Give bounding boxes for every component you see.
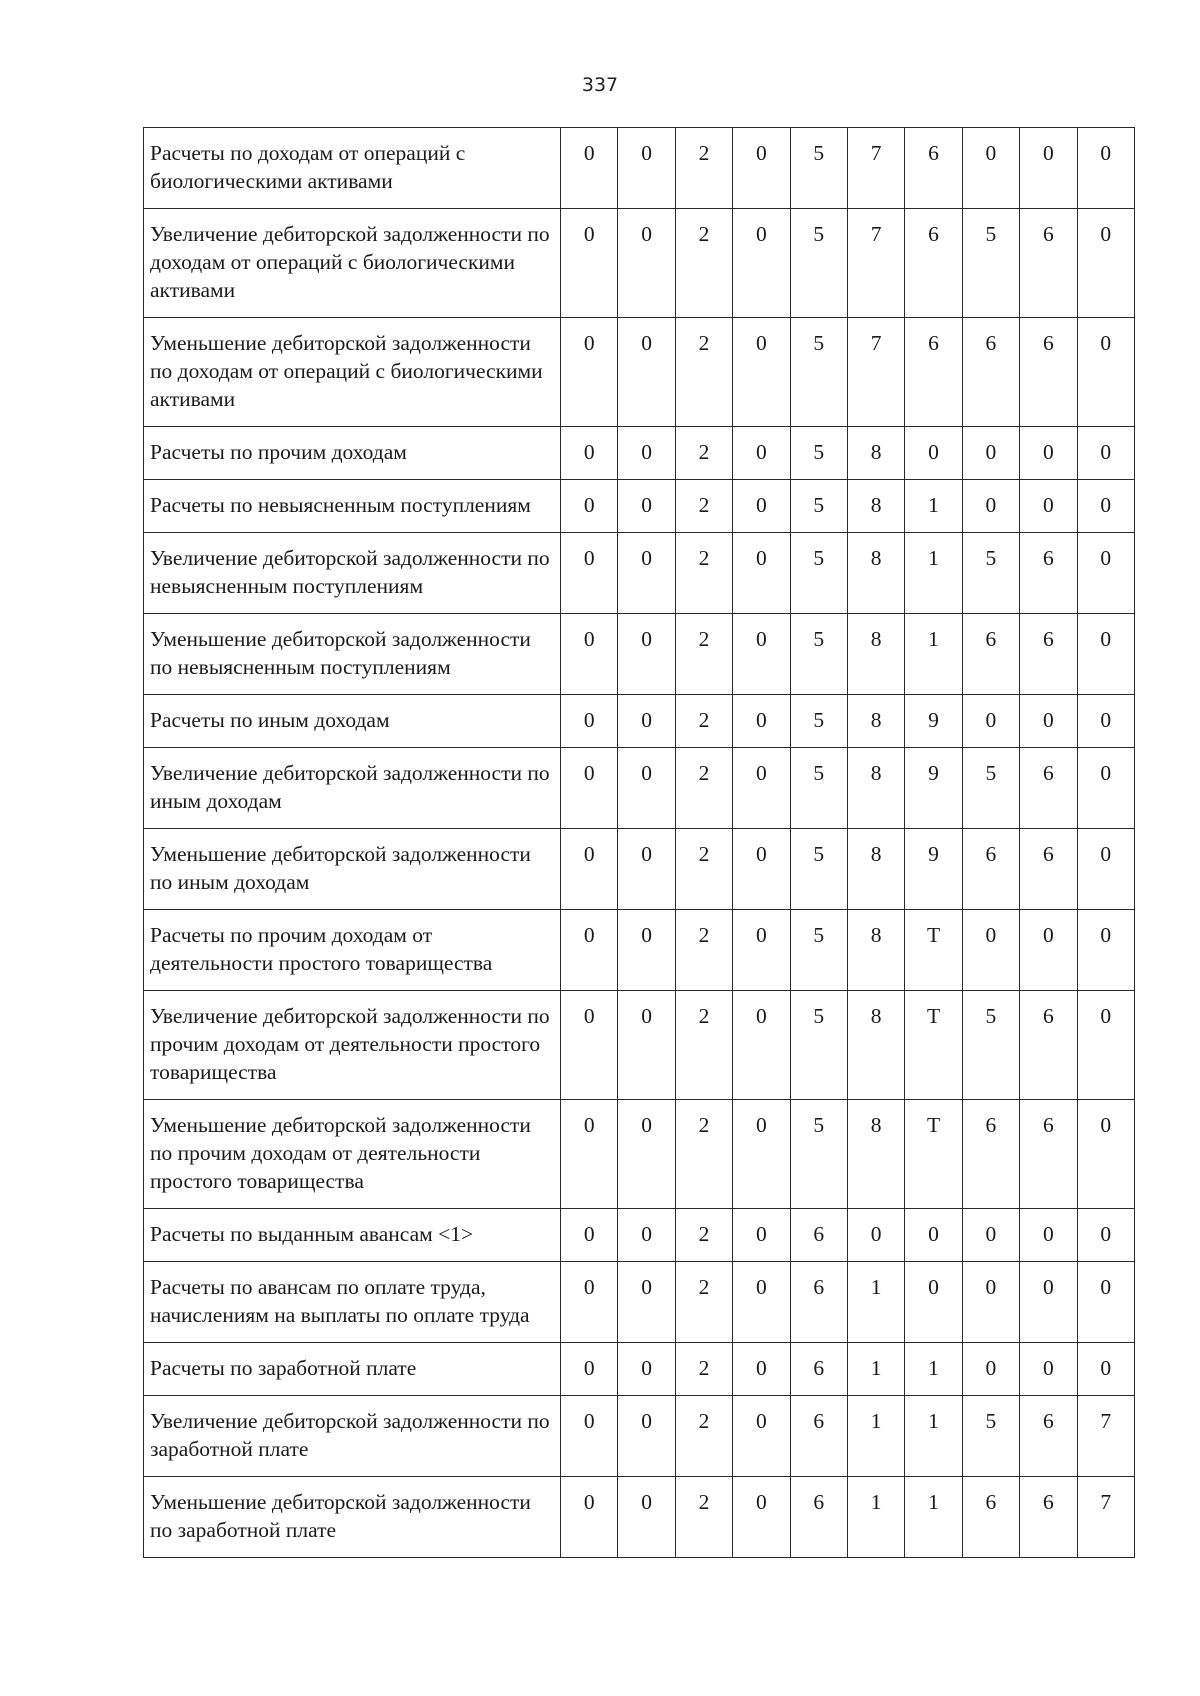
code-digit-cell: 0 [561, 1100, 618, 1209]
code-digit-cell: 2 [675, 427, 732, 480]
code-digit-cell: 2 [675, 829, 732, 910]
table-row [144, 614, 1135, 695]
code-digit-cell: 0 [1020, 427, 1077, 480]
code-digit-cell: 2 [675, 991, 732, 1100]
code-digit-cell: 7 [847, 209, 904, 318]
code-digit-cell: 0 [1020, 1209, 1077, 1262]
code-digit-cell: 2 [675, 695, 732, 748]
code-digit-cell: 2 [675, 533, 732, 614]
code-digit-cell: 0 [1077, 991, 1134, 1100]
code-digit-cell: 0 [1077, 748, 1134, 829]
code-digit-cell: 0 [618, 1396, 675, 1477]
code-digit-cell: 0 [962, 128, 1019, 209]
code-digit-cell: 0 [618, 614, 675, 695]
code-digit-cell: 2 [675, 480, 732, 533]
code-digit-cell: 5 [790, 533, 847, 614]
code-digit-cell: 0 [618, 1477, 675, 1558]
code-digit-cell: 0 [561, 1343, 618, 1396]
code-digit-cell: 0 [905, 1209, 962, 1262]
account-name-cell: Расчеты по заработной плате [144, 1343, 561, 1396]
code-digit-cell: 1 [847, 1262, 904, 1343]
code-digit-cell: 2 [675, 209, 732, 318]
code-digit-cell: 0 [962, 1209, 1019, 1262]
code-digit-cell: 0 [618, 991, 675, 1100]
code-digit-cell: 0 [618, 318, 675, 427]
code-digit-cell: 0 [1020, 480, 1077, 533]
code-digit-cell: 0 [733, 910, 790, 991]
code-digit-cell: 0 [561, 427, 618, 480]
account-name-cell: Расчеты по невыясненным поступлениям [144, 480, 561, 533]
account-name-cell: Расчеты по доходам от операций с биологическими активами [144, 128, 561, 209]
code-digit-cell: 7 [1077, 1396, 1134, 1477]
code-digit-cell: 0 [905, 1262, 962, 1343]
code-digit-cell: 0 [618, 748, 675, 829]
code-digit-cell: 8 [847, 991, 904, 1100]
account-name-cell: Увеличение дебиторской задолженности по невыясненным поступлениям [144, 533, 561, 614]
code-digit-cell: 0 [733, 427, 790, 480]
code-digit-cell: 0 [1020, 128, 1077, 209]
code-digit-cell: 0 [733, 695, 790, 748]
account-name-cell: Расчеты по иным доходам [144, 695, 561, 748]
code-digit-cell: 0 [618, 1343, 675, 1396]
code-digit-cell: 1 [847, 1477, 904, 1558]
code-digit-cell: 0 [1077, 128, 1134, 209]
code-digit-cell: 0 [618, 209, 675, 318]
code-digit-cell: 0 [733, 991, 790, 1100]
code-digit-cell: 5 [790, 318, 847, 427]
code-digit-cell: 0 [733, 1343, 790, 1396]
accounts-table [143, 127, 1135, 1558]
code-digit-cell: 0 [733, 1262, 790, 1343]
code-digit-cell: 2 [675, 614, 732, 695]
table-row [144, 910, 1135, 991]
code-digit-cell: 0 [962, 427, 1019, 480]
code-digit-cell: 6 [1020, 1396, 1077, 1477]
code-digit-cell: 5 [962, 991, 1019, 1100]
code-digit-cell: 0 [1077, 318, 1134, 427]
code-digit-cell: 0 [733, 533, 790, 614]
code-digit-cell: 1 [905, 614, 962, 695]
code-digit-cell: 0 [1077, 910, 1134, 991]
code-digit-cell: 0 [561, 318, 618, 427]
code-digit-cell: 5 [790, 209, 847, 318]
code-digit-cell: 0 [962, 480, 1019, 533]
code-digit-cell: 0 [618, 427, 675, 480]
table-row [144, 991, 1135, 1100]
code-digit-cell: 6 [905, 128, 962, 209]
code-digit-cell: 0 [1077, 695, 1134, 748]
table-row [144, 533, 1135, 614]
code-digit-cell: 6 [905, 318, 962, 427]
code-digit-cell: 0 [1077, 533, 1134, 614]
code-digit-cell: 0 [733, 1209, 790, 1262]
account-name-cell: Уменьшение дебиторской задолженности по невыясненным поступлениям [144, 614, 561, 695]
code-digit-cell: 0 [561, 480, 618, 533]
table-row [144, 829, 1135, 910]
code-digit-cell: 6 [1020, 1100, 1077, 1209]
code-digit-cell: 6 [962, 614, 1019, 695]
code-digit-cell: 8 [847, 910, 904, 991]
account-name-cell: Расчеты по авансам по оплате труда, начислениям на выплаты по оплате труда [144, 1262, 561, 1343]
code-digit-cell: 8 [847, 829, 904, 910]
account-name-cell: Увеличение дебиторской задолженности по прочим доходам от деятельности простого товарищества [144, 991, 561, 1100]
code-digit-cell: 0 [1077, 1209, 1134, 1262]
code-digit-cell: 0 [561, 533, 618, 614]
code-digit-cell: 0 [733, 614, 790, 695]
code-digit-cell: 5 [962, 209, 1019, 318]
code-digit-cell: 0 [1020, 1343, 1077, 1396]
code-digit-cell: 5 [790, 427, 847, 480]
code-digit-cell: 0 [561, 1209, 618, 1262]
table-row [144, 480, 1135, 533]
code-digit-cell: 6 [962, 318, 1019, 427]
code-digit-cell: 0 [1020, 910, 1077, 991]
code-digit-cell: 1 [847, 1343, 904, 1396]
code-digit-cell: 8 [847, 695, 904, 748]
code-digit-cell: 0 [1077, 1262, 1134, 1343]
code-digit-cell: 0 [561, 128, 618, 209]
code-digit-cell: 2 [675, 1343, 732, 1396]
code-digit-cell: 0 [962, 695, 1019, 748]
code-digit-cell: 0 [618, 1262, 675, 1343]
table-row [144, 1396, 1135, 1477]
code-digit-cell: Т [905, 1100, 962, 1209]
account-name-cell: Расчеты по прочим доходам [144, 427, 561, 480]
code-digit-cell: 6 [790, 1343, 847, 1396]
code-digit-cell: 6 [1020, 829, 1077, 910]
code-digit-cell: 0 [561, 1262, 618, 1343]
account-name-cell: Уменьшение дебиторской задолженности по заработной плате [144, 1477, 561, 1558]
table-row [144, 209, 1135, 318]
account-name-cell: Расчеты по выданным авансам <1> [144, 1209, 561, 1262]
code-digit-cell: 0 [561, 695, 618, 748]
code-digit-cell: Т [905, 910, 962, 991]
page-number: 337 [581, 74, 619, 96]
account-name-cell: Уменьшение дебиторской задолженности по доходам от операций с биологическими активами [144, 318, 561, 427]
code-digit-cell: 6 [790, 1477, 847, 1558]
code-digit-cell: 0 [1020, 695, 1077, 748]
account-name-cell: Увеличение дебиторской задолженности по иным доходам [144, 748, 561, 829]
code-digit-cell: 2 [675, 318, 732, 427]
table-row [144, 1209, 1135, 1262]
code-digit-cell: 0 [733, 748, 790, 829]
code-digit-cell: 2 [675, 1262, 732, 1343]
code-digit-cell: 0 [733, 128, 790, 209]
table-row [144, 748, 1135, 829]
code-digit-cell: 6 [962, 1100, 1019, 1209]
account-name-cell: Увеличение дебиторской задолженности по заработной плате [144, 1396, 561, 1477]
code-digit-cell: 0 [561, 209, 618, 318]
code-digit-cell: 2 [675, 1396, 732, 1477]
code-digit-cell: 5 [962, 1396, 1019, 1477]
table-body [144, 128, 1135, 1558]
code-digit-cell: 9 [905, 829, 962, 910]
code-digit-cell: 9 [905, 748, 962, 829]
code-digit-cell: 0 [1077, 829, 1134, 910]
code-digit-cell: 1 [847, 1396, 904, 1477]
table-row [144, 1100, 1135, 1209]
code-digit-cell: 2 [675, 748, 732, 829]
code-digit-cell: 5 [790, 748, 847, 829]
code-digit-cell: 6 [1020, 209, 1077, 318]
code-digit-cell: 5 [790, 1100, 847, 1209]
code-digit-cell: 5 [962, 533, 1019, 614]
code-digit-cell: 7 [1077, 1477, 1134, 1558]
code-digit-cell: 0 [618, 1209, 675, 1262]
code-digit-cell: 0 [905, 427, 962, 480]
code-digit-cell: 0 [1020, 1262, 1077, 1343]
code-digit-cell: 5 [790, 829, 847, 910]
code-digit-cell: 5 [790, 614, 847, 695]
code-digit-cell: 0 [733, 1396, 790, 1477]
table-row [144, 427, 1135, 480]
account-name-cell: Уменьшение дебиторской задолженности по иным доходам [144, 829, 561, 910]
code-digit-cell: 0 [1077, 427, 1134, 480]
code-digit-cell: 0 [561, 614, 618, 695]
table-row [144, 1262, 1135, 1343]
code-digit-cell: 5 [790, 480, 847, 533]
code-digit-cell: 0 [618, 695, 675, 748]
code-digit-cell: 0 [561, 910, 618, 991]
code-digit-cell: 1 [905, 1396, 962, 1477]
code-digit-cell: 0 [618, 128, 675, 209]
code-digit-cell: 0 [733, 318, 790, 427]
code-digit-cell: 0 [618, 1100, 675, 1209]
code-digit-cell: 6 [1020, 318, 1077, 427]
code-digit-cell: 7 [847, 128, 904, 209]
code-digit-cell: 9 [905, 695, 962, 748]
code-digit-cell: 0 [733, 1477, 790, 1558]
code-digit-cell: 6 [962, 829, 1019, 910]
code-digit-cell: 0 [962, 1262, 1019, 1343]
code-digit-cell: 1 [905, 1343, 962, 1396]
code-digit-cell: 8 [847, 614, 904, 695]
code-digit-cell: 0 [561, 1396, 618, 1477]
code-digit-cell: 0 [1077, 209, 1134, 318]
code-digit-cell: 0 [1077, 1100, 1134, 1209]
code-digit-cell: 8 [847, 748, 904, 829]
code-digit-cell: 0 [561, 748, 618, 829]
code-digit-cell: 6 [1020, 533, 1077, 614]
code-digit-cell: 0 [733, 829, 790, 910]
code-digit-cell: 2 [675, 1100, 732, 1209]
table-row [144, 128, 1135, 209]
code-digit-cell: 8 [847, 480, 904, 533]
code-digit-cell: 0 [733, 1100, 790, 1209]
code-digit-cell: 0 [561, 829, 618, 910]
code-digit-cell: 6 [1020, 614, 1077, 695]
code-digit-cell: 1 [905, 1477, 962, 1558]
code-digit-cell: 0 [962, 910, 1019, 991]
account-name-cell: Уменьшение дебиторской задолженности по прочим доходам от деятельности простого товарищества [144, 1100, 561, 1209]
table-row [144, 695, 1135, 748]
code-digit-cell: 2 [675, 910, 732, 991]
code-digit-cell: 6 [790, 1209, 847, 1262]
code-digit-cell: 0 [962, 1343, 1019, 1396]
account-name-cell: Расчеты по прочим доходам от деятельности простого товарищества [144, 910, 561, 991]
code-digit-cell: 5 [962, 748, 1019, 829]
code-digit-cell: 2 [675, 1209, 732, 1262]
code-digit-cell: 5 [790, 695, 847, 748]
code-digit-cell: 6 [1020, 748, 1077, 829]
code-digit-cell: 7 [847, 318, 904, 427]
code-digit-cell: 0 [561, 991, 618, 1100]
code-digit-cell: 1 [905, 480, 962, 533]
code-digit-cell: 6 [1020, 1477, 1077, 1558]
code-digit-cell: Т [905, 991, 962, 1100]
code-digit-cell: 6 [962, 1477, 1019, 1558]
code-digit-cell: 6 [905, 209, 962, 318]
code-digit-cell: 1 [905, 533, 962, 614]
code-digit-cell: 0 [1077, 480, 1134, 533]
code-digit-cell: 0 [618, 480, 675, 533]
code-digit-cell: 0 [733, 480, 790, 533]
code-digit-cell: 0 [618, 829, 675, 910]
code-digit-cell: 6 [790, 1262, 847, 1343]
code-digit-cell: 0 [618, 533, 675, 614]
code-digit-cell: 0 [733, 209, 790, 318]
code-digit-cell: 6 [1020, 991, 1077, 1100]
code-digit-cell: 2 [675, 1477, 732, 1558]
table-row [144, 1343, 1135, 1396]
code-digit-cell: 0 [561, 1477, 618, 1558]
code-digit-cell: 5 [790, 910, 847, 991]
code-digit-cell: 5 [790, 128, 847, 209]
table-row [144, 1477, 1135, 1558]
code-digit-cell: 0 [847, 1209, 904, 1262]
code-digit-cell: 0 [618, 910, 675, 991]
code-digit-cell: 8 [847, 1100, 904, 1209]
code-digit-cell: 5 [790, 991, 847, 1100]
code-digit-cell: 0 [1077, 1343, 1134, 1396]
table-row [144, 318, 1135, 427]
code-digit-cell: 6 [790, 1396, 847, 1477]
code-digit-cell: 0 [1077, 614, 1134, 695]
code-digit-cell: 2 [675, 128, 732, 209]
account-name-cell: Увеличение дебиторской задолженности по доходам от операций с биологическими активами [144, 209, 561, 318]
code-digit-cell: 8 [847, 533, 904, 614]
code-digit-cell: 8 [847, 427, 904, 480]
